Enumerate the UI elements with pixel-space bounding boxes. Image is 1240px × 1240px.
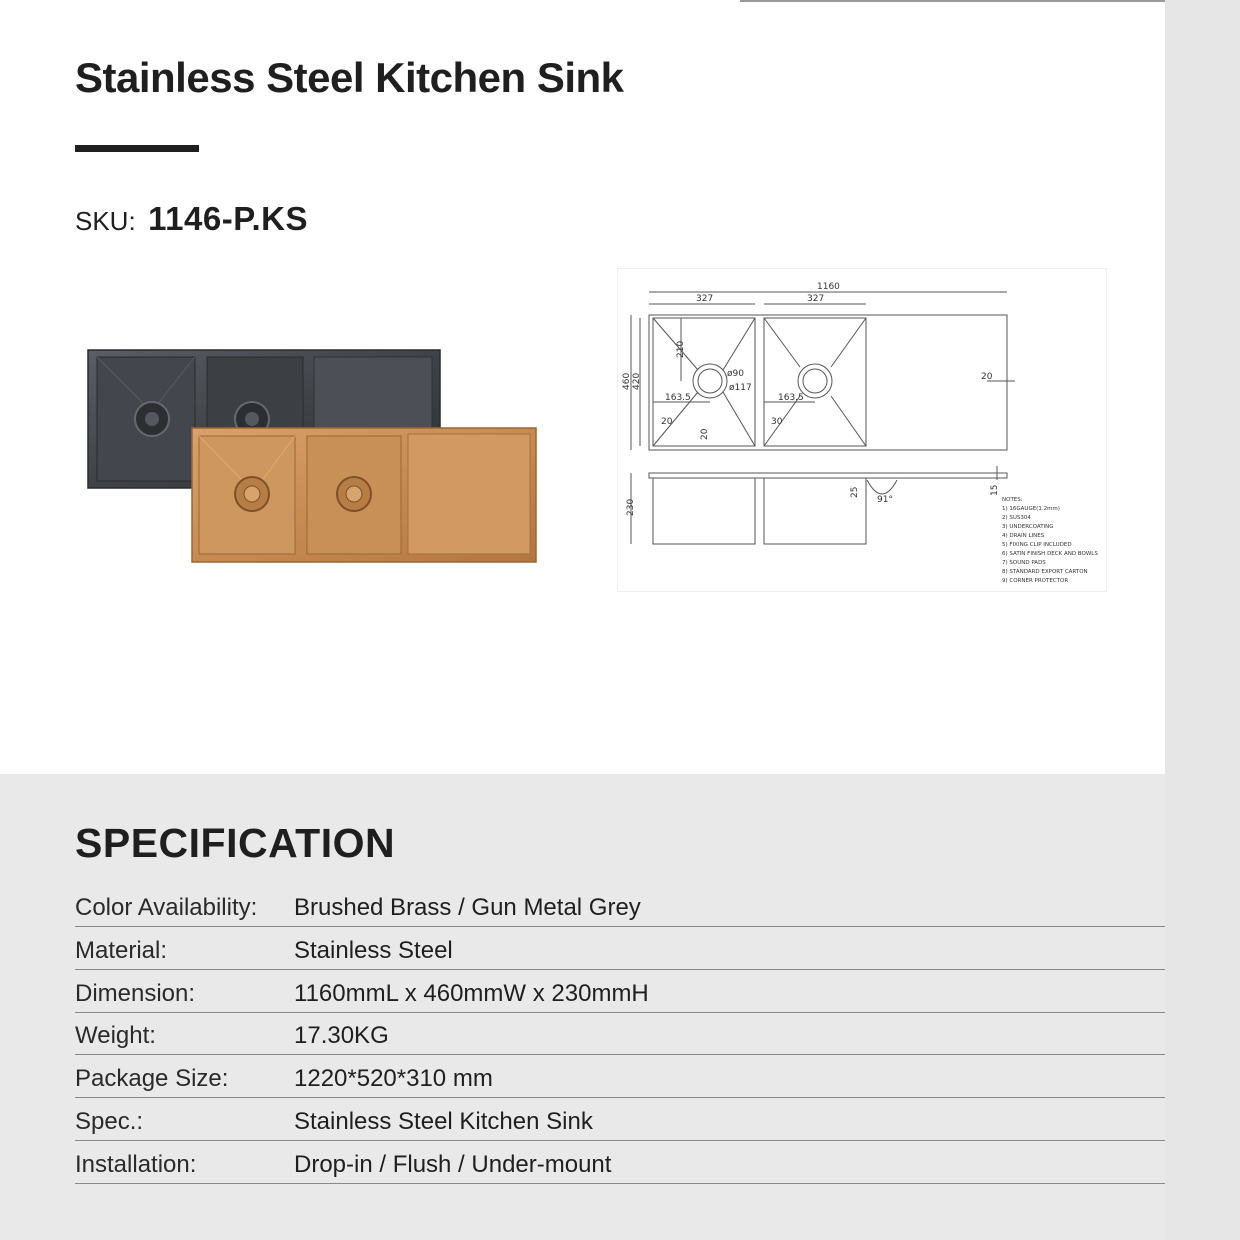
- dim-flange-1: 20: [661, 417, 673, 427]
- spec-label: Weight:: [75, 1022, 156, 1050]
- note-item: 7) SOUND PADS: [1002, 560, 1046, 566]
- spec-label: Spec.:: [75, 1107, 144, 1135]
- top-divider: [740, 0, 1165, 2]
- dim-flange-3: 30: [771, 417, 783, 427]
- spec-table: [75, 885, 1165, 1184]
- dim-bowl-width-2: 327: [807, 294, 825, 304]
- dim-drain-offset-2: 163.5: [778, 393, 804, 403]
- spec-label: Material:: [75, 936, 168, 964]
- dim-lip: 25: [850, 486, 860, 498]
- spec-value: Drop-in / Flush / Under-mount: [294, 1150, 612, 1178]
- dim-height: 230: [626, 498, 636, 516]
- dim-flange-2: 20: [700, 428, 710, 440]
- sku-value: 1146-P.KS: [148, 200, 308, 237]
- note-item: 6) SATIN FINISH DECK AND BOWLS: [1002, 551, 1098, 557]
- dim-angle: 91°: [877, 495, 893, 505]
- dim-bowl-width-1: 327: [696, 294, 714, 304]
- title-underline: [75, 145, 199, 152]
- dim-overall-length: 1160: [817, 282, 840, 292]
- right-margin-strip: [1165, 0, 1240, 1240]
- dim-flange-4: 20: [981, 372, 993, 382]
- spec-row-material: [75, 928, 1165, 970]
- note-item: 1) 16GAUGE(1.2mm): [1002, 506, 1060, 512]
- spec-row-package-size: [75, 1056, 1165, 1098]
- spec-value: 17.30KG: [294, 1022, 389, 1050]
- spec-row-installation: [75, 1142, 1165, 1184]
- spec-value: 1160mmL x 460mmW x 230mmH: [294, 979, 649, 1007]
- dim-drain-offset-1: 163.5: [665, 393, 691, 403]
- spec-row-weight: [75, 1013, 1165, 1055]
- dim-inner-width: 420: [632, 372, 642, 390]
- note-item: 5) FIXING CLIP INCLUDED: [1002, 542, 1072, 548]
- spec-label: Color Availability:: [75, 894, 258, 921]
- dim-edge: 15: [990, 484, 1000, 496]
- spec-value: 1220*520*310 mm: [294, 1065, 493, 1093]
- spec-label: Dimension:: [75, 979, 196, 1007]
- spec-row-color: [75, 885, 1165, 927]
- note-item: 8) STANDARD EXPORT CARTON: [1002, 569, 1088, 575]
- spec-value: Brushed Brass / Gun Metal Grey: [294, 894, 641, 921]
- brass-sink: [192, 428, 536, 562]
- spec-row-dimension: [75, 971, 1165, 1013]
- note-item: 3) UNDERCOATING: [1002, 524, 1054, 530]
- sku-label: SKU:: [75, 206, 136, 236]
- note-item: 9) CORNER PROTECTOR: [1002, 578, 1069, 584]
- dim-drain-outer: ø117: [729, 383, 752, 393]
- notes-title: NOTES:: [1002, 497, 1023, 503]
- spec-label: Package Size:: [75, 1065, 229, 1093]
- spec-heading: SPECIFICATION: [75, 820, 396, 866]
- dim-overall-width: 460: [622, 372, 632, 390]
- sku: [75, 200, 308, 238]
- product-photo: [86, 346, 538, 564]
- note-item: 4) DRAIN LINES: [1002, 533, 1045, 539]
- technical-drawing: [617, 268, 1107, 592]
- spec-value: Stainless Steel Kitchen Sink: [294, 1107, 593, 1135]
- spec-row-spec: [75, 1099, 1165, 1141]
- note-item: 2) SUS304: [1002, 515, 1031, 521]
- dim-drain-dia: ø90: [727, 369, 744, 379]
- spec-value: Stainless Steel: [294, 936, 453, 964]
- page-title: Stainless Steel Kitchen Sink: [75, 54, 624, 101]
- spec-label: Installation:: [75, 1150, 197, 1178]
- dim-bowl-offset: 210: [676, 340, 686, 358]
